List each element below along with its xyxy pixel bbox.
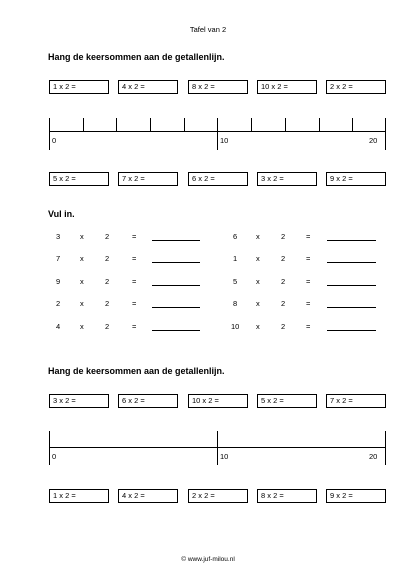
s1-tick-major bbox=[49, 118, 50, 150]
s1-tick bbox=[83, 118, 84, 132]
s1-bottom-box: 7 x 2 = bbox=[118, 172, 178, 186]
section1-heading: Hang de keersommen aan de getallenlijn. bbox=[48, 52, 225, 62]
equals-sign: = bbox=[132, 254, 137, 263]
equals-sign: = bbox=[306, 232, 311, 241]
s3-tick-major bbox=[385, 431, 386, 465]
s3-bottom-box: 8 x 2 = bbox=[257, 489, 317, 503]
s3-top-box: 6 x 2 = bbox=[118, 394, 178, 408]
equals-sign: = bbox=[306, 299, 311, 308]
times-sign: x bbox=[80, 277, 84, 286]
s3-top-box: 10 x 2 = bbox=[188, 394, 248, 408]
equals-sign: = bbox=[132, 277, 137, 286]
answer-blank[interactable] bbox=[327, 262, 376, 263]
right-number: 5 bbox=[233, 277, 238, 286]
left-number: 9 bbox=[56, 277, 61, 286]
s1-top-box: 8 x 2 = bbox=[188, 80, 248, 94]
left-number: 7 bbox=[56, 254, 61, 263]
s1-top-box: 2 x 2 = bbox=[326, 80, 386, 94]
equals-sign: = bbox=[132, 322, 137, 331]
equals-sign: = bbox=[132, 299, 137, 308]
factor: 2 bbox=[281, 299, 286, 308]
times-sign: x bbox=[80, 322, 84, 331]
right-number: 6 bbox=[233, 232, 238, 241]
factor: 2 bbox=[105, 232, 110, 241]
s1-top-box: 4 x 2 = bbox=[118, 80, 178, 94]
factor: 2 bbox=[281, 322, 286, 331]
answer-blank[interactable] bbox=[327, 330, 376, 331]
answer-blank[interactable] bbox=[152, 262, 200, 263]
times-sign: x bbox=[80, 299, 84, 308]
s3-label-0: 0 bbox=[52, 452, 57, 461]
s1-tick bbox=[150, 118, 151, 132]
s3-bottom-box: 1 x 2 = bbox=[49, 489, 109, 503]
page-title: Tafel van 2 bbox=[189, 25, 227, 34]
equals-sign: = bbox=[306, 277, 311, 286]
left-number: 2 bbox=[56, 299, 61, 308]
s1-top-box: 10 x 2 = bbox=[257, 80, 317, 94]
s1-tick-major bbox=[217, 118, 218, 150]
s3-tick-major bbox=[217, 431, 218, 465]
s3-bottom-box: 9 x 2 = bbox=[326, 489, 386, 503]
times-sign: x bbox=[256, 277, 260, 286]
answer-blank[interactable] bbox=[327, 285, 376, 286]
left-number: 3 bbox=[56, 232, 61, 241]
s1-label-20: 20 bbox=[369, 136, 378, 145]
right-number: 10 bbox=[231, 322, 240, 331]
s1-bottom-box: 9 x 2 = bbox=[326, 172, 386, 186]
times-sign: x bbox=[80, 232, 84, 241]
s1-tick bbox=[319, 118, 320, 132]
s1-tick bbox=[116, 118, 117, 132]
times-sign: x bbox=[80, 254, 84, 263]
equals-sign: = bbox=[306, 322, 311, 331]
s1-bottom-box: 3 x 2 = bbox=[257, 172, 317, 186]
times-sign: x bbox=[256, 322, 260, 331]
times-sign: x bbox=[256, 299, 260, 308]
s1-bottom-box: 6 x 2 = bbox=[188, 172, 248, 186]
s3-top-box: 7 x 2 = bbox=[326, 394, 386, 408]
answer-blank[interactable] bbox=[152, 285, 200, 286]
factor: 2 bbox=[281, 277, 286, 286]
s1-label-10: 10 bbox=[220, 136, 229, 145]
answer-blank[interactable] bbox=[152, 307, 200, 308]
s3-label-20: 20 bbox=[369, 452, 378, 461]
footer-credit: © www.juf-milou.nl bbox=[181, 556, 235, 563]
factor: 2 bbox=[281, 232, 286, 241]
s1-tick bbox=[184, 118, 185, 132]
times-sign: x bbox=[256, 254, 260, 263]
factor: 2 bbox=[281, 254, 286, 263]
s3-bottom-box: 2 x 2 = bbox=[188, 489, 248, 503]
section3-heading: Hang de keersommen aan de getallenlijn. bbox=[48, 366, 225, 376]
s1-top-box: 1 x 2 = bbox=[49, 80, 109, 94]
section2-heading: Vul in. bbox=[48, 209, 75, 219]
equals-sign: = bbox=[132, 232, 137, 241]
answer-blank[interactable] bbox=[327, 307, 376, 308]
answer-blank[interactable] bbox=[152, 330, 200, 331]
s3-tick-major bbox=[49, 431, 50, 465]
left-number: 4 bbox=[56, 322, 61, 331]
answer-blank[interactable] bbox=[327, 240, 376, 241]
s3-bottom-box: 4 x 2 = bbox=[118, 489, 178, 503]
factor: 2 bbox=[105, 299, 110, 308]
factor: 2 bbox=[105, 277, 110, 286]
right-number: 8 bbox=[233, 299, 238, 308]
times-sign: x bbox=[256, 232, 260, 241]
s1-tick bbox=[285, 118, 286, 132]
s1-bottom-box: 5 x 2 = bbox=[49, 172, 109, 186]
equals-sign: = bbox=[306, 254, 311, 263]
s1-tick bbox=[352, 118, 353, 132]
s1-tick bbox=[251, 118, 252, 132]
s3-label-10: 10 bbox=[220, 452, 229, 461]
right-number: 1 bbox=[233, 254, 238, 263]
s1-tick-major bbox=[385, 118, 386, 150]
s1-label-0: 0 bbox=[52, 136, 57, 145]
factor: 2 bbox=[105, 322, 110, 331]
s3-top-box: 3 x 2 = bbox=[49, 394, 109, 408]
factor: 2 bbox=[105, 254, 110, 263]
s3-top-box: 5 x 2 = bbox=[257, 394, 317, 408]
answer-blank[interactable] bbox=[152, 240, 200, 241]
